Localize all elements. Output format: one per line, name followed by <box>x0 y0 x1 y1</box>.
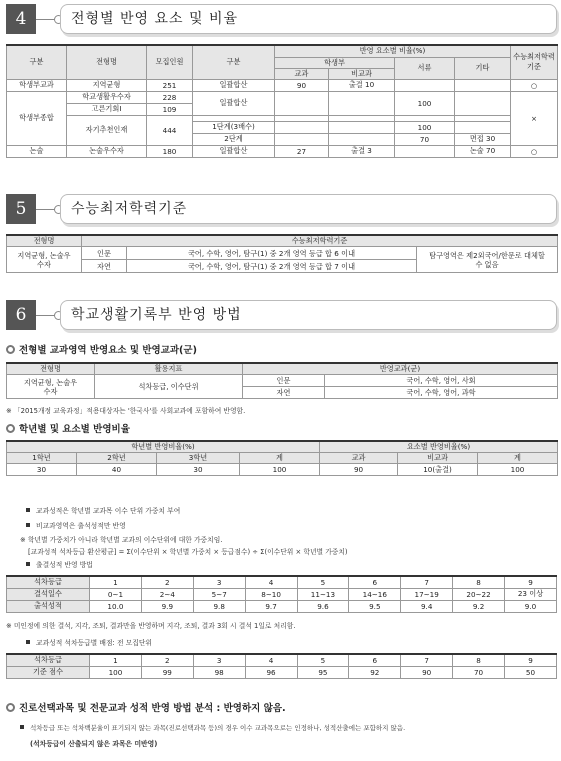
cell: 70 <box>395 133 455 145</box>
cell: 5 <box>297 654 349 666</box>
header-bigyogwa: 비교과 <box>329 68 395 79</box>
cell: 30 <box>7 464 77 476</box>
cell <box>329 91 395 115</box>
cell: 지역균형, 논술우수자 <box>7 247 82 273</box>
header-col: 계 <box>478 453 558 464</box>
cell: 8 <box>453 654 505 666</box>
note-unranked: (석차등급이 산출되지 않은 과목은 미반영) <box>30 740 158 748</box>
cell: 50 <box>505 666 557 678</box>
cell: 6 <box>349 576 401 588</box>
cell: 444 <box>147 115 193 145</box>
square-bullet-icon <box>26 562 30 566</box>
header-jeonhyeong: 전형명 <box>7 363 95 375</box>
cell: 2 <box>141 654 193 666</box>
section-6-header <box>6 300 557 334</box>
cell: 95 <box>297 666 349 678</box>
subheading-text: 학년별 및 요소별 반영비율 <box>19 424 130 435</box>
cell: 국어, 수학, 영어, 탐구(1) 중 2개 영역 등급 합 7 이내 <box>127 260 417 273</box>
cell <box>455 121 511 133</box>
cell <box>329 121 395 133</box>
cell: 90 <box>275 79 329 91</box>
cell: 6 <box>349 654 401 666</box>
cell: 일괄합산 <box>193 145 275 157</box>
cell: 논술우수자 <box>67 145 147 157</box>
cell: ○ <box>511 145 558 157</box>
section-5-header <box>6 194 557 228</box>
section-title: 수능최저학력기준 <box>60 194 557 224</box>
admission-ratio-table <box>6 44 558 158</box>
cell: 2~4 <box>141 588 193 600</box>
bullet-item <box>20 723 405 732</box>
gyogwa-table <box>6 362 558 399</box>
cell: 9.6 <box>297 600 349 612</box>
table-row <box>7 375 558 387</box>
cell: 4 <box>245 654 297 666</box>
cell: 인문 <box>243 375 325 387</box>
table-row <box>7 464 558 476</box>
section-title: 학교생활기록부 반영 방법 <box>60 300 557 330</box>
cell <box>275 133 329 145</box>
table-row <box>7 666 557 678</box>
cell: 20~22 <box>453 588 505 600</box>
bullet-text: 출결성적 반영 방법 <box>36 561 93 569</box>
cell <box>395 79 455 91</box>
cell: 출결 10 <box>329 79 395 91</box>
cell: 27 <box>275 145 329 157</box>
header-col: 2학년 <box>77 453 157 464</box>
cell: 4 <box>245 576 297 588</box>
header-jipyo: 활용지표 <box>95 363 243 375</box>
cell: 9.5 <box>349 600 401 612</box>
header-col: 비교과 <box>398 453 478 464</box>
cell: 1단계(3배수) <box>193 121 275 133</box>
cell: 논술 70 <box>455 145 511 157</box>
cell: 탐구영역은 제2외국어/한문로 대체할 수 없음 <box>417 247 558 273</box>
bullet-item <box>26 559 93 569</box>
header-grade: 석차등급 <box>7 576 90 588</box>
square-bullet-icon <box>20 725 24 729</box>
cell: 90 <box>401 666 453 678</box>
suneung-table <box>6 234 558 273</box>
table-row <box>7 91 558 103</box>
header-yoso: 요소별 반영비율(%) <box>320 441 558 453</box>
section-number: 6 <box>6 300 36 330</box>
square-bullet-icon <box>26 508 30 512</box>
bullet-item <box>26 505 180 515</box>
cell: 9.4 <box>401 600 453 612</box>
cell: 100 <box>90 666 142 678</box>
cell: 일괄합산 <box>193 91 275 115</box>
header-gyogwa: 반영교과(군) <box>243 363 558 375</box>
cell: 2 <box>141 576 193 588</box>
cell: 1 <box>90 654 142 666</box>
cell: 학생부종합 <box>7 91 67 145</box>
cell: 논술 <box>7 145 67 157</box>
square-bullet-icon <box>26 523 30 527</box>
header-gubun2: 구분 <box>193 45 275 79</box>
subheading-text: 전형별 교과영역 반영요소 및 반영교과(군) <box>19 345 197 356</box>
cell: 자연 <box>243 387 325 399</box>
cell: 7 <box>401 576 453 588</box>
header-criteria: 수능최저학력기준 <box>82 235 558 247</box>
cell: 자기추천인재 <box>67 115 147 145</box>
cell: 17~19 <box>401 588 453 600</box>
cell: 70 <box>453 666 505 678</box>
cell: 8 <box>453 576 505 588</box>
table-row <box>7 79 558 91</box>
header-gubun: 구분 <box>7 45 67 79</box>
note-absence: ※ 미인정에 의한 결석, 지각, 조퇴, 결과만을 반영하며 지각, 조퇴, 결과 3회 시 결석 1일로 처리함. <box>6 622 296 630</box>
bullet-text: 비교과영역은 출석성적만 반영 <box>36 522 126 530</box>
cell <box>455 79 511 91</box>
header-col: 3학년 <box>157 453 240 464</box>
header-col: 교과 <box>320 453 398 464</box>
cell: 7 <box>401 654 453 666</box>
cell: 99 <box>141 666 193 678</box>
bullet-text: 교과성적 석차등급별 배점: 전 모집단위 <box>36 639 152 647</box>
cell: 100 <box>240 464 320 476</box>
cell: 8~10 <box>245 588 297 600</box>
cell <box>275 91 329 115</box>
cell: 0~1 <box>90 588 142 600</box>
cell: 9 <box>505 576 557 588</box>
cell: 학교생활우수자 <box>67 91 147 103</box>
cell: 180 <box>147 145 193 157</box>
cell: 100 <box>478 464 558 476</box>
cell: 9.7 <box>245 600 297 612</box>
cell: 251 <box>147 79 193 91</box>
cell: 96 <box>245 666 297 678</box>
cell: 학생부교과 <box>7 79 67 91</box>
header-ratio: 반영 요소별 비율(%) <box>275 45 511 57</box>
section-4-header <box>6 4 557 38</box>
table-row <box>7 145 558 157</box>
header-gyogwa: 교과 <box>275 68 329 79</box>
header-col: 1학년 <box>7 453 77 464</box>
cell: 100 <box>395 121 455 133</box>
cell: 100 <box>395 91 455 115</box>
cell: 10.0 <box>90 600 142 612</box>
cell: 국어, 수학, 영어, 과학 <box>325 387 558 399</box>
row-label: 기준 점수 <box>7 666 90 678</box>
note-formula: [교과성적 석차등급 환산평균] = Σ(이수단위 × 학년별 가중치 × 등급점수) ÷ Σ(이수단위 × 학년별 가중치) <box>28 548 348 556</box>
note-history: ※ 「2015개정 교육과정」적용대상자는 '한국사'를 사회교과에 포함하여 반영함. <box>6 407 246 415</box>
grade-score-table <box>6 653 557 679</box>
cell: 9.2 <box>453 600 505 612</box>
cell: 일괄합산 <box>193 79 275 91</box>
header-saengbu: 학생부 <box>275 57 395 68</box>
bullet-item <box>26 637 152 647</box>
header-hak: 학년별 반영비율(%) <box>7 441 320 453</box>
cell <box>455 91 511 115</box>
cell: 출결 3 <box>329 145 395 157</box>
cell: 고른기회Ⅰ <box>67 103 147 115</box>
ring-bullet-icon <box>6 424 15 433</box>
header-gita: 기타 <box>455 57 511 79</box>
cell: ○ <box>511 79 558 91</box>
cell: 석차등급, 이수단위 <box>95 375 243 399</box>
subheading-career <box>6 700 286 714</box>
cell: × <box>511 91 558 145</box>
cell: 5 <box>297 576 349 588</box>
cell: 10(출결) <box>398 464 478 476</box>
cell: 11~13 <box>297 588 349 600</box>
square-bullet-icon <box>26 640 30 644</box>
header-mojip: 모집인원 <box>147 45 193 79</box>
section-number: 4 <box>6 4 36 34</box>
section-title: 전형별 반영 요소 및 비율 <box>60 4 557 34</box>
header-col: 계 <box>240 453 320 464</box>
cell: 3 <box>193 576 245 588</box>
table-row <box>7 588 557 600</box>
subheading-gyogwa <box>6 342 197 356</box>
cell: 90 <box>320 464 398 476</box>
attendance-table <box>6 575 557 613</box>
cell: 109 <box>147 103 193 115</box>
subheading-text: 진로선택과목 및 전문교과 성적 반영 방법 분석 : 반영하지 않음. <box>19 703 286 714</box>
cell: 자연 <box>82 260 127 273</box>
bullet-item <box>26 520 126 530</box>
subheading-ratio <box>6 421 130 435</box>
cell: 98 <box>193 666 245 678</box>
cell: 지역균형, 논술우수자 <box>7 375 95 399</box>
row-label: 출석성적 <box>7 600 90 612</box>
cell: 92 <box>349 666 401 678</box>
cell: 30 <box>157 464 240 476</box>
cell: 40 <box>77 464 157 476</box>
cell: 3 <box>193 654 245 666</box>
bullet-text: 교과성적은 학년별 교과목 이수 단위 가중치 부여 <box>36 507 181 515</box>
table-row <box>7 600 557 612</box>
cell: 면접 30 <box>455 133 511 145</box>
ring-bullet-icon <box>6 703 15 712</box>
cell: 2단계 <box>193 133 275 145</box>
cell: 지역균형 <box>67 79 147 91</box>
cell: 228 <box>147 91 193 103</box>
header-jeonhyeong: 전형명 <box>67 45 147 79</box>
cell: 1 <box>90 576 142 588</box>
cell: 국어, 수학, 영어, 탐구(1) 중 2개 영역 등급 합 6 이내 <box>127 247 417 260</box>
ring-bullet-icon <box>6 345 15 354</box>
cell <box>275 121 329 133</box>
header-grade: 석차등급 <box>7 654 90 666</box>
cell: 국어, 수학, 영어, 사회 <box>325 375 558 387</box>
header-jeonhyeong: 전형명 <box>7 235 82 247</box>
cell <box>329 133 395 145</box>
cell <box>395 145 455 157</box>
cell: 9 <box>505 654 557 666</box>
cell: 9.8 <box>193 600 245 612</box>
cell: 23 이상 <box>505 588 557 600</box>
cell: 14~16 <box>349 588 401 600</box>
header-suneung: 수능최저학력기준 <box>511 45 558 79</box>
bullet-text: 석차등급 또는 석차백분율이 표기되지 않는 과목(진로선택과목 등)의 경우 이수 교과목으로는 인정하나, 성적산출에는 포함하지 않음. <box>30 724 406 732</box>
cell: 인문 <box>82 247 127 260</box>
header-seoryu: 서류 <box>395 57 455 79</box>
cell: 9.0 <box>505 600 557 612</box>
year-ratio-table <box>6 440 558 476</box>
table-row <box>7 247 558 260</box>
section-number: 5 <box>6 194 36 224</box>
row-label: 결석일수 <box>7 588 90 600</box>
note-weight: ※ 학년별 가중치가 아니라 학년별 교과의 이수단위에 대한 가중치임. <box>20 536 223 544</box>
cell: 9.9 <box>141 600 193 612</box>
cell: 5~7 <box>193 588 245 600</box>
